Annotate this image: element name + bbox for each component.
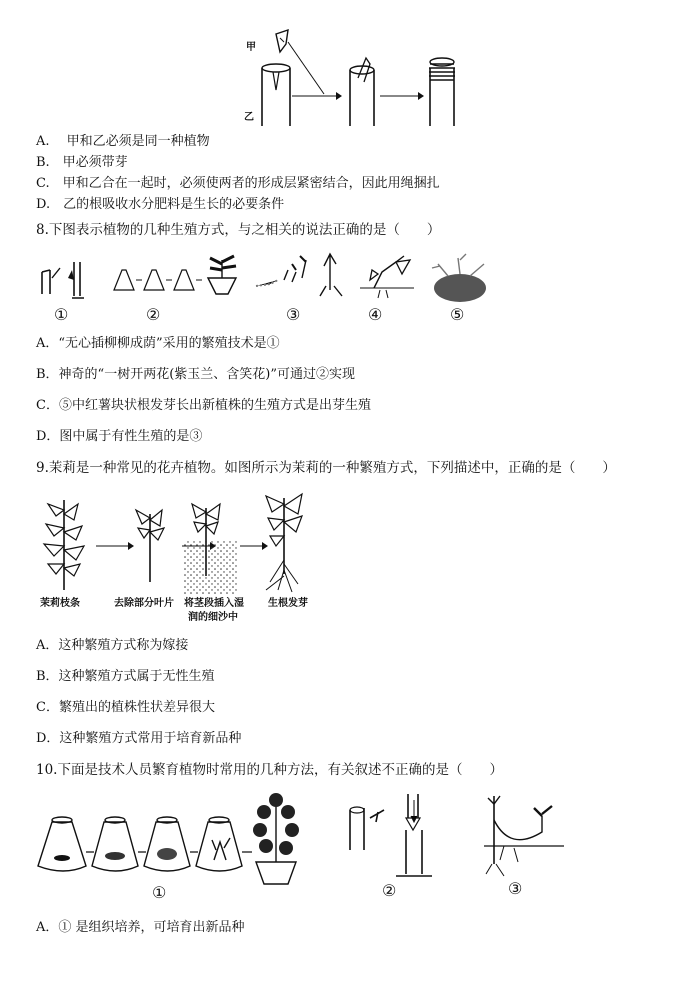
q9-option-a: A．这种繁殖方式称为嫁接 bbox=[36, 638, 189, 653]
q9-cutting-figure bbox=[34, 490, 324, 630]
q9-caption-3: 将茎段插入湿 bbox=[184, 598, 244, 609]
q9-option-b: B．这种繁殖方式属于无性生殖 bbox=[36, 669, 215, 684]
q8-label-4: ④ bbox=[368, 305, 383, 324]
q10-option-a: A．① 是组织培养，可培育出新品种 bbox=[36, 920, 245, 935]
q8-label-5: ⑤ bbox=[450, 305, 465, 324]
q10-propagation-figure bbox=[34, 790, 574, 900]
q7-option-c: C. 甲和乙合在一起时，必须使两者的形成层紧密结合，因此用绳捆扎 bbox=[36, 176, 440, 191]
q9-caption-4: 润的细沙中 bbox=[188, 612, 238, 623]
q9-caption-2: 去除部分叶片 bbox=[114, 598, 174, 609]
q8-option-d: D．图中属于有性生殖的是③ bbox=[36, 429, 203, 444]
q10-label-2: ② bbox=[382, 881, 397, 900]
q8-stem: 8.下图表示植物的几种生殖方式，与之相关的说法正确的是（ ） bbox=[36, 222, 441, 238]
q9-option-d: D．这种繁殖方式常用于培育新品种 bbox=[36, 731, 242, 746]
q10-label-3: ③ bbox=[508, 879, 523, 898]
q8-option-b: B．神奇的“一树开两花(紫玉兰、含笑花)”可通过②实现 bbox=[36, 367, 355, 382]
q9-caption-5: 生根发芽 bbox=[268, 598, 308, 609]
q7-option-d: D. 乙的根吸收水分肥料是生长的必要条件 bbox=[36, 197, 285, 212]
q9-caption-1: 茉莉枝条 bbox=[40, 598, 80, 609]
q9-option-c: C．繁殖出的植株性状差异很大 bbox=[36, 700, 215, 715]
q8-option-c: C．⑤中红薯块状根发芽长出新植株的生殖方式是出芽生殖 bbox=[36, 398, 371, 413]
q8-reproduction-figure bbox=[30, 250, 510, 326]
q8-label-2: ② bbox=[146, 305, 161, 324]
q10-stem: 10.下面是技术人员繁育植物时常用的几种方法，有关叙述不正确的是（ ） bbox=[36, 762, 503, 778]
q9-stem: 9.茉莉是一种常见的花卉植物。如图所示为茉莉的一种繁殖方式，下列描述中，正确的是（ ） bbox=[36, 460, 616, 476]
q10-label-1: ① bbox=[152, 883, 167, 902]
label-jia: 甲 bbox=[246, 42, 256, 53]
q8-option-a: A．“无心插柳柳成荫”采用的繁殖技术是① bbox=[36, 336, 280, 351]
grafting-figure bbox=[240, 28, 470, 128]
q8-label-3: ③ bbox=[286, 305, 301, 324]
label-yi: 乙 bbox=[244, 112, 254, 123]
q7-option-a: A. 甲和乙必须是同一种植物 bbox=[36, 134, 210, 149]
q8-label-1: ① bbox=[54, 305, 69, 324]
q7-option-b: B. 甲必须带芽 bbox=[36, 155, 128, 170]
